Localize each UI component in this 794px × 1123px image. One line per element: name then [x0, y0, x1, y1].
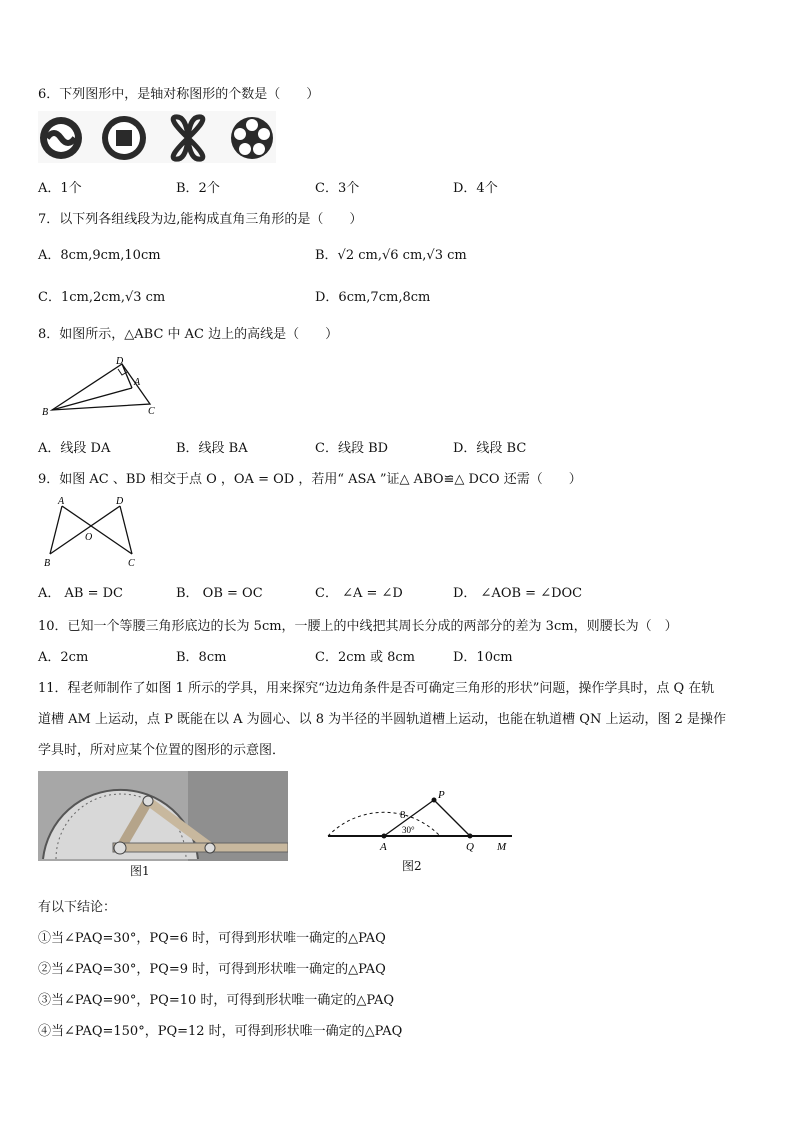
q8-label-a: A [134, 377, 141, 388]
q11-fig2-label-a: A [380, 841, 387, 853]
q10-option-b: B．8cm [176, 650, 227, 665]
q11-conclusion-4: ④当∠PAQ=150°，PQ=12 时，可得到形状唯一确定的△PAQ [38, 1024, 403, 1039]
q8-option-b: B．线段 BA [176, 441, 248, 456]
q8-label-d: D [116, 356, 124, 367]
q10-option-c: C．2cm 或 8cm [315, 650, 415, 665]
q7-option-c: C．1cm,2cm,√3 cm [38, 290, 166, 305]
symbol-swirl-icon [40, 117, 82, 159]
q11-fig2-label-q: Q [466, 841, 474, 853]
q11-figure2-caption: 图2 [402, 859, 422, 873]
q9-label-b: B [44, 558, 51, 569]
q11-fig2-label-len: 8 [400, 809, 406, 821]
q11-conclusion-3: ③当∠PAQ=90°，PQ=10 时，可得到形状唯一确定的△PAQ [38, 993, 394, 1008]
q9-label-o: O [85, 532, 93, 543]
q8-option-d: D．线段 BC [453, 441, 527, 456]
q9-option-b: B． OB = OC [176, 586, 263, 601]
q10-stem: 10．已知一个等腰三角形底边的长为 5cm，一腰上的中线把其周长分成的两部分的差为 3cm，则腰长为（ ） [38, 619, 678, 634]
q9-label-c: C [128, 558, 135, 569]
q8-stem: 8．如图所示，△ABC 中 AC 边上的高线是（ ） [38, 327, 339, 342]
q6-option-b: B．2个 [176, 181, 220, 196]
q11-stem-line2: 道槽 AM 上运动，点 P 既能在以 A 为圆心、以 8 为半径的半圆轨道槽上运动，也能在轨道槽 QN 上运动，图 2 是操作 [38, 712, 726, 727]
q11-figure1-photo [38, 771, 288, 861]
q11-fig2-label-p: P [438, 789, 445, 801]
q6-option-a: A．1个 [38, 181, 82, 196]
q9-stem: 9．如图 AC 、BD 相交于点 O ，OA = OD ，若用“ ASA ”证△ ABO≌△ DCO 还需（ ） [38, 472, 582, 487]
q11-conclusion-2: ②当∠PAQ=30°，PQ=9 时，可得到形状唯一确定的△PAQ [38, 962, 386, 977]
q8-label-c: C [148, 406, 155, 417]
q10-option-a: A．2cm [38, 650, 89, 665]
q11-stem-line1: 11．程老师制作了如图 1 所示的学具，用来探究“边边角条件是否可确定三角形的形状”问题，操作学具时，点 Q 在轨 [38, 681, 715, 696]
q7-option-a: A．8cm,9cm,10cm [38, 248, 161, 263]
q11-fig2-label-m: M [497, 841, 507, 853]
q8-triangle-figure [38, 352, 168, 422]
q8-option-a: A．线段 DA [38, 441, 111, 456]
q6-stem: 6．下列图形中，是轴对称图形的个数是（ ） [38, 87, 320, 102]
q6-option-d: D．4个 [453, 181, 498, 196]
q6-option-c: C．3个 [315, 181, 360, 196]
q9-crossing-figure [38, 494, 148, 570]
q9-label-a: A [58, 496, 65, 507]
q11-figure1-caption: 图1 [130, 864, 150, 878]
q11-conclusion-intro: 有以下结论： [38, 900, 117, 915]
symbol-flower-icon [231, 117, 273, 159]
q9-option-c: C． ∠A = ∠D [315, 586, 403, 601]
q8-label-b: B [42, 407, 49, 418]
q11-figure2-diagram [320, 776, 520, 856]
q7-stem: 7．以下列各组线段为边,能构成直角三角形的是（ ） [38, 212, 363, 227]
q9-option-d: D． ∠AOB = ∠DOC [453, 586, 583, 601]
q9-label-d: D [116, 496, 124, 507]
q10-option-d: D．10cm [453, 650, 513, 665]
q7-option-b: B．√2 cm,√6 cm,√3 cm [315, 248, 467, 263]
q7-option-d: D．6cm,7cm,8cm [315, 290, 431, 305]
q8-option-c: C．线段 BD [315, 441, 389, 456]
q11-conclusion-1: ①当∠PAQ=30°，PQ=6 时，可得到形状唯一确定的△PAQ [38, 931, 386, 946]
symbol-coin-icon [102, 116, 146, 160]
q11-stem-line3: 学具时，所对应某个位置的图形的示意图． [38, 743, 286, 758]
q11-fig2-label-angle: 30° [402, 825, 415, 835]
q6-symbols-figure [38, 111, 276, 163]
q9-option-a: A． AB = DC [38, 586, 123, 601]
